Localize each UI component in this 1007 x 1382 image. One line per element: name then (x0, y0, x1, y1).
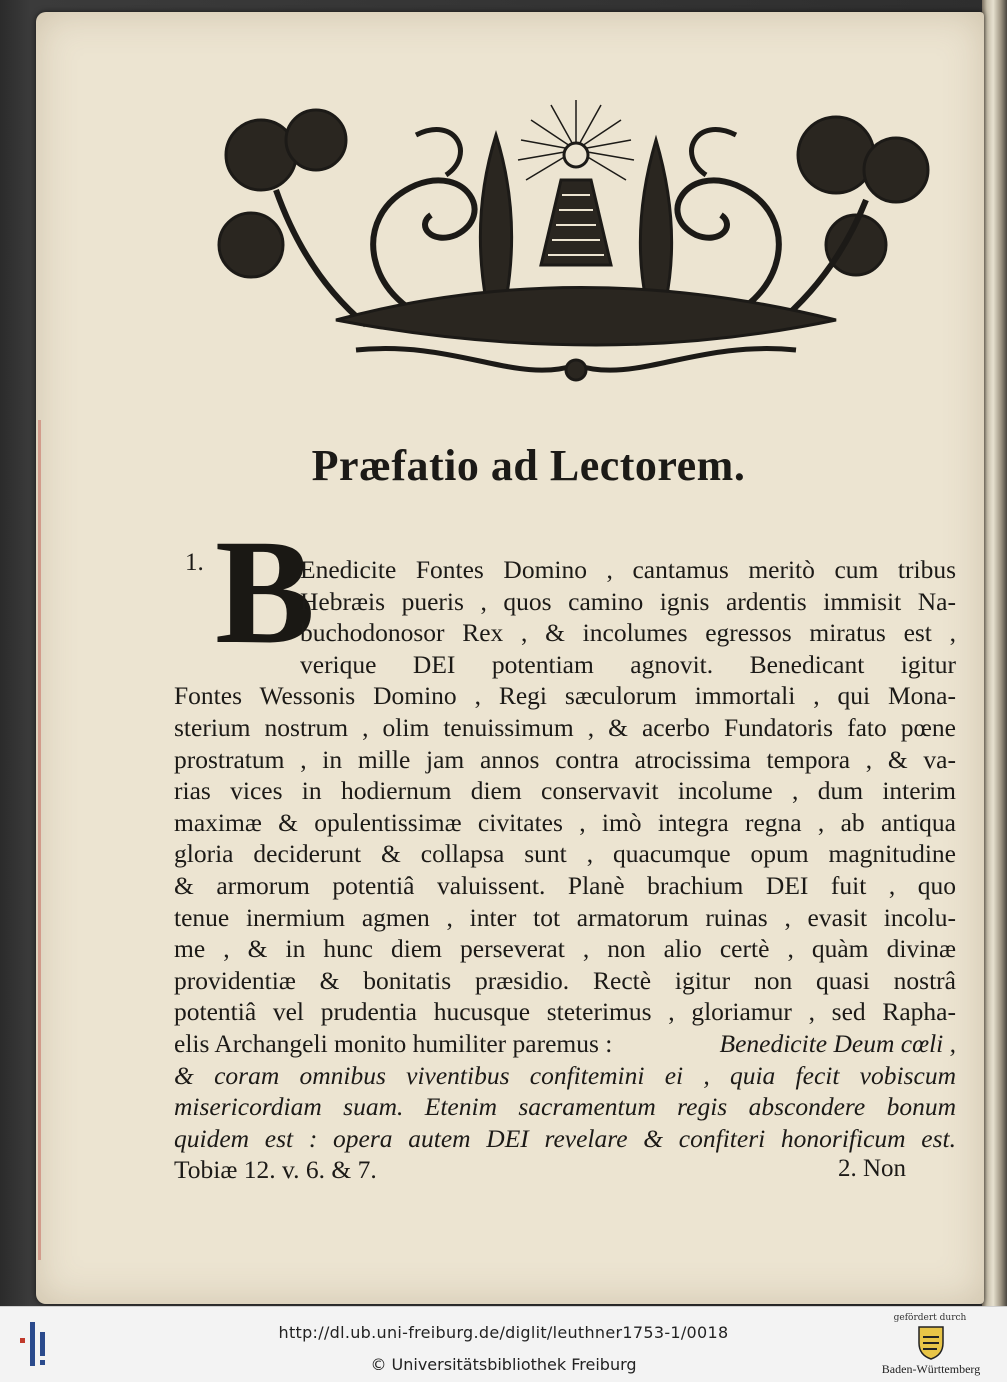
text-line: Fontes Wessonis Domino , Regi sæculorum immortali , qui Mona- (174, 681, 956, 711)
text-line: quidem est : opera autem DEI revelare & confiteri honorificum est. (174, 1123, 956, 1153)
text-line: verique DEI potentiam agnovit. Benedicant igitur (300, 649, 956, 679)
text-line: gloria deciderunt & collapsa sunt , quacumque opum magnitudine (174, 839, 956, 869)
page-title: Præfatio ad Lectorem. (311, 441, 746, 490)
text-line: prostratum , in mille jam annos contra atrocissima tempora , & va- (174, 744, 956, 774)
section-number: 1. (185, 549, 204, 576)
text-line: sterium nostrum , olim tenuissimum , & acerbo Fundatoris fato pœne (174, 713, 956, 742)
page-margin-line (38, 420, 41, 1260)
italic-segment: Benedicite Deum cœli , (719, 1029, 956, 1058)
text-line: misericordiam suam. Etenim sacramentum regis abscondere bonum (174, 1092, 956, 1122)
text-line: providentiæ & bonitatis præsidio. Rectè igitur non quasi nostrâ (174, 965, 956, 995)
text-line (174, 1029, 956, 1059)
text-segment: elis Archangeli monito humiliter paremus : (174, 1029, 613, 1058)
text-line: maximæ & opulentissimæ civitates , imò integra regna , ab antiqua (174, 807, 956, 837)
text-line: me , & in hunc diem perseverat , non alio certè , quàm divinæ (174, 934, 956, 964)
text-line: Enedicite Fontes Domino , cantamus meritò cum tribus (300, 555, 956, 584)
copyright-notice: © Universitätsbibliothek Freiburg (370, 1355, 637, 1374)
funder-label: gefördert durch (893, 1313, 967, 1323)
text-line: & coram omnibus viventibus confitemini ei , quia fecit vobiscum (174, 1060, 956, 1090)
woodcut-ornament (216, 95, 956, 395)
coat-of-arms-icon (917, 1325, 945, 1361)
page-edge (982, 0, 1007, 1306)
text-line: & armorum potentiâ valuissent. Planè brachium DEI fuit , quo (174, 871, 956, 900)
text-line: Hebræis pueris , quos camino ignis ardentis immisit Na- (300, 586, 956, 616)
text-line: Tobiæ 12. v. 6. & 7. (174, 1155, 377, 1185)
funder-name: Baden-Württemberg (881, 1362, 981, 1376)
text-line: rias vices in hodiernum diem conservavit incolume , dum interim (174, 776, 956, 806)
catchword: 2. Non (838, 1155, 907, 1182)
drop-cap-initial: B (215, 509, 316, 675)
permalink-url[interactable]: http://dl.ub.uni-freiburg.de/diglit/leuthner1753-1/0018 (278, 1323, 729, 1342)
text-line: buchodonosor Rex , & incolumes egressos miratus est , (300, 618, 956, 648)
text-line: potentiâ vel prudentia hucusque steterimus , gloriamur , sed Rapha- (174, 997, 956, 1027)
text-line: tenue inermium agmen , inter tot armatorum ruinas , evasit incolu- (174, 902, 956, 932)
